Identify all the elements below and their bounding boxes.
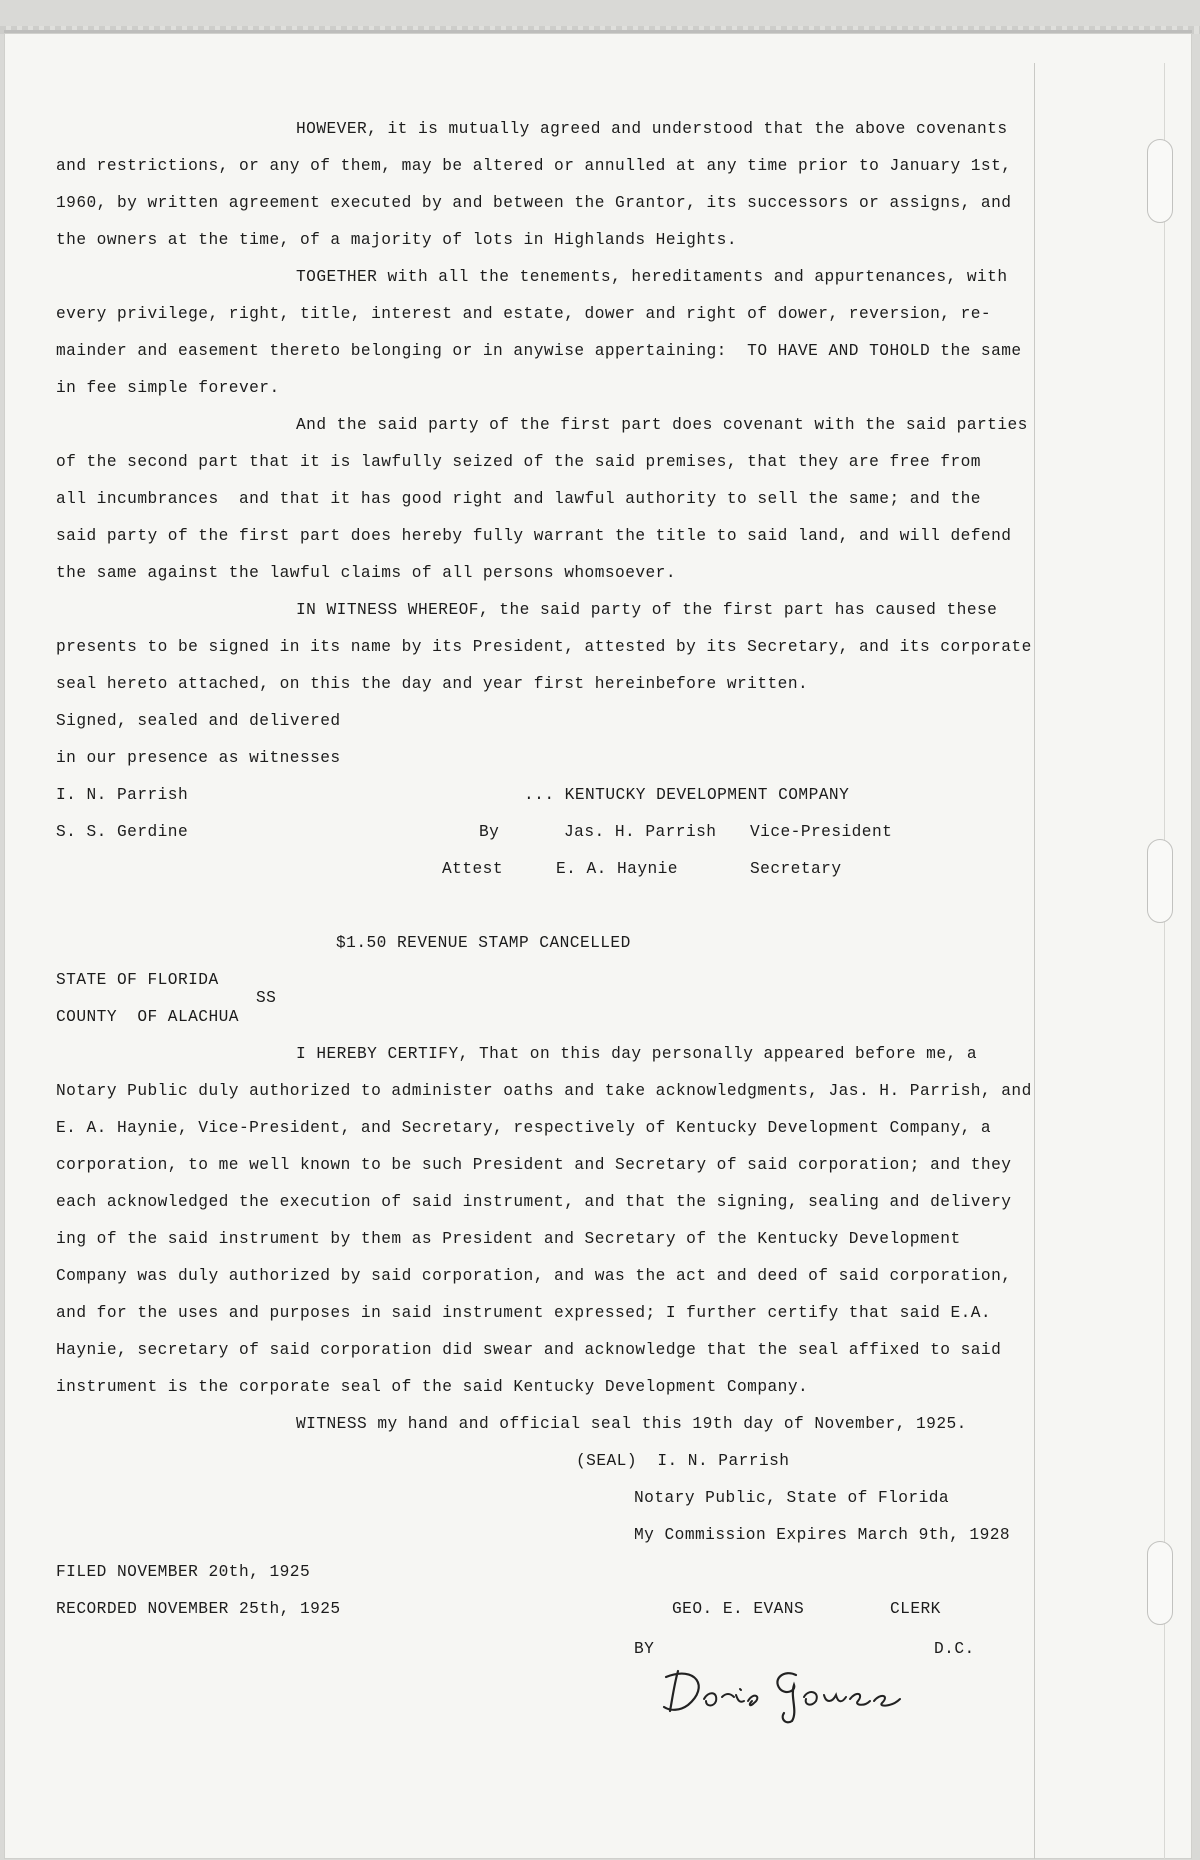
witness-name: S. S. Gerdine [56, 823, 189, 841]
warranty-line: of the second part that it is lawfully seized of the said premises, that they are free from [56, 453, 981, 471]
witness-name: I. N. Parrish [56, 786, 189, 804]
signed-line: in our presence as witnesses [56, 749, 341, 767]
deputy-clerk-signature [644, 1661, 934, 1725]
certificate-line: instrument is the corporate seal of the said Kentucky Development Company. [56, 1378, 809, 1396]
warranty-line: said party of the first part does hereby fully warrant the title to said land, and will defend [56, 527, 1012, 545]
certificate-line: Haynie, secretary of said corporation did swear and acknowledge that the seal affixed to said [56, 1341, 1002, 1359]
notary-witness-line: WITNESS my hand and official seal this 19th day of November, 1925. [296, 1415, 967, 1433]
company-name: ... KENTUCKY DEVELOPMENT COMPANY [524, 786, 850, 804]
by-label: By [479, 823, 500, 841]
revenue-stamp-note: $1.50 REVENUE STAMP CANCELLED [336, 934, 631, 952]
venue-state: STATE OF FLORIDA [56, 971, 219, 989]
deed-text [4, 33, 1192, 1859]
recorded-date: RECORDED NOVEMBER 25th, 1925 [56, 1600, 341, 1618]
secretary-name: E. A. Haynie [556, 860, 678, 878]
witness-clause-line: seal hereto attached, on this the day and year first hereinbefore written. [56, 675, 809, 693]
covenants-line: the owners at the time, of a majority of lots in Highlands Heights. [56, 231, 737, 249]
covenants-line: HOWEVER, it is mutually agreed and understood that the above covenants [296, 120, 1008, 138]
covenants-line: and restrictions, or any of them, may be altered or annulled at any time prior to January 1st, [56, 157, 1012, 175]
certificate-line: corporation, to me well known to be such President and Secretary of said corporation; and they [56, 1156, 1012, 1174]
venue-county: COUNTY OF ALACHUA [56, 1008, 239, 1026]
habendum-line: mainder and easement thereto belonging or in anywise appertaining: TO HAVE AND TOHOLD the same [56, 342, 1022, 360]
certificate-line: each acknowledged the execution of said instrument, and that the signing, sealing and delivery [56, 1193, 1012, 1211]
certificate-line: Notary Public duly authorized to administer oaths and take acknowledgments, Jas. H. Parrish, and [56, 1082, 1032, 1100]
certificate-line: and for the uses and purposes in said instrument expressed; I further certify that said E.A. [56, 1304, 992, 1322]
venue-ss: SS [256, 989, 277, 1007]
warranty-line: the same against the lawful claims of all persons whomsoever. [56, 564, 677, 582]
secretary-title: Secretary [750, 860, 842, 878]
certificate-line: I HEREBY CERTIFY, That on this day personally appeared before me, a [296, 1045, 977, 1063]
by-clerk-label: BY [634, 1640, 655, 1658]
witness-clause-line: presents to be signed in its name by its President, attested by its Secretary, and its corporate [56, 638, 1032, 656]
habendum-line: TOGETHER with all the tenements, hereditaments and appurtenances, with [296, 268, 1008, 286]
vice-president-name: Jas. H. Parrish [564, 823, 717, 841]
filed-date: FILED NOVEMBER 20th, 1925 [56, 1563, 311, 1581]
signed-line: Signed, sealed and delivered [56, 712, 341, 730]
clerk-title: CLERK [890, 1600, 941, 1618]
clerk-name: GEO. E. EVANS [672, 1600, 805, 1618]
witness-clause-line: IN WITNESS WHEREOF, the said party of the first part has caused these [296, 601, 998, 619]
warranty-line: all incumbrances and that it has good right and lawful authority to sell the same; and the [56, 490, 981, 508]
vice-president-title: Vice-President [750, 823, 893, 841]
certificate-line: E. A. Haynie, Vice-President, and Secretary, respectively of Kentucky Development Company, a [56, 1119, 992, 1137]
notary-title: Notary Public, State of Florida [634, 1489, 950, 1507]
habendum-line: in fee simple forever. [56, 379, 280, 397]
covenants-line: 1960, by written agreement executed by and between the Grantor, its successors or assigns, and [56, 194, 1012, 212]
notary-seal-signature: (SEAL) I. N. Parrish [576, 1452, 790, 1470]
document-page [4, 30, 1192, 1859]
warranty-line: And the said party of the first part does covenant with the said parties [296, 416, 1028, 434]
habendum-line: every privilege, right, title, interest and estate, dower and right of dower, reversion, re- [56, 305, 992, 323]
deputy-clerk-label: D.C. [934, 1640, 975, 1658]
certificate-line: Company was duly authorized by said corporation, and was the act and deed of said corporation, [56, 1267, 1012, 1285]
certificate-line: ing of the said instrument by them as President and Secretary of the Kentucky Development [56, 1230, 961, 1248]
attest-label: Attest [442, 860, 503, 878]
notary-commission: My Commission Expires March 9th, 1928 [634, 1526, 1011, 1544]
